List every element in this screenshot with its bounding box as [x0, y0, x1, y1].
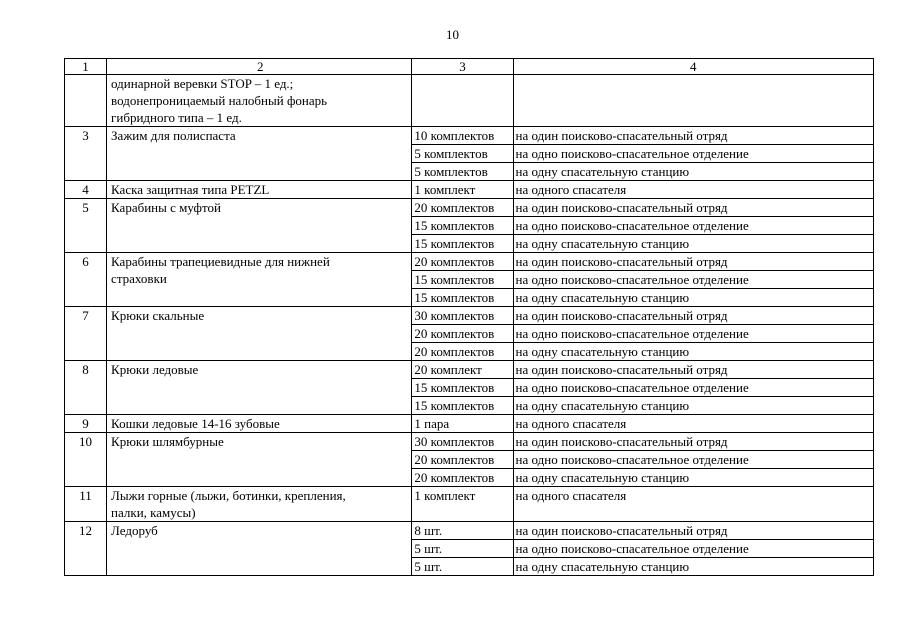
quantity-cell: 15 комплектов — [412, 217, 513, 235]
allocation-cell: на одного спасателя — [513, 181, 873, 199]
item-name-cell — [107, 522, 412, 576]
item-number-cell: 6 — [65, 253, 107, 307]
allocation-cell: на одно поисково-спасательное отделение — [513, 217, 873, 235]
column-header-row — [65, 59, 874, 75]
item-name-cell — [107, 415, 412, 433]
item-name-line: Карабины трапециевидные для нижней — [111, 254, 330, 269]
quantity-cell: 20 комплект — [412, 361, 513, 379]
item-name-line: Крюки скальные — [111, 308, 205, 323]
quantity-cell: 30 комплектов — [412, 433, 513, 451]
table-row — [65, 415, 874, 433]
item-number-cell: 5 — [65, 199, 107, 253]
quantity-cell: 5 комплектов — [412, 163, 513, 181]
quantity-cell: 20 комплектов — [412, 451, 513, 469]
equipment-table — [64, 58, 874, 576]
item-name-cell — [107, 307, 412, 361]
quantity-cell: 20 комплектов — [412, 469, 513, 487]
item-name-line: страховки — [111, 271, 167, 286]
allocation-cell: на одну спасательную станцию — [513, 469, 873, 487]
allocation-cell: на одного спасателя — [513, 415, 873, 433]
item-name-cell — [107, 253, 412, 307]
allocation-cell: на один поисково-спасательный отряд — [513, 522, 873, 540]
table-row — [65, 307, 874, 325]
allocation-cell: на одну спасательную станцию — [513, 289, 873, 307]
allocation-cell: на один поисково-спасательный отряд — [513, 199, 873, 217]
item-name-cell — [107, 487, 412, 522]
continuation-row — [65, 75, 874, 127]
item-number-cell: 12 — [65, 522, 107, 576]
quantity-cell: 1 пара — [412, 415, 513, 433]
item-name-line: палки, камусы) — [111, 505, 196, 520]
quantity-cell: 20 комплектов — [412, 199, 513, 217]
quantity-cell: 10 комплектов — [412, 127, 513, 145]
quantity-cell: 15 комплектов — [412, 271, 513, 289]
quantity-cell: 15 комплектов — [412, 289, 513, 307]
allocation-cell — [513, 75, 873, 127]
allocation-cell: на одно поисково-спасательное отделение — [513, 379, 873, 397]
quantity-cell: 1 комплект — [412, 181, 513, 199]
allocation-cell: на одну спасательную станцию — [513, 558, 873, 576]
item-number-cell: 3 — [65, 127, 107, 181]
quantity-cell — [412, 75, 513, 127]
item-name-line: Крюки ледовые — [111, 362, 199, 377]
quantity-cell: 20 комплектов — [412, 253, 513, 271]
item-number-cell: 8 — [65, 361, 107, 415]
item-number-cell: 10 — [65, 433, 107, 487]
allocation-cell: на одну спасательную станцию — [513, 235, 873, 253]
continuation-line: водонепроницаемый налобный фонарь — [111, 93, 328, 108]
allocation-cell: на один поисково-спасательный отряд — [513, 361, 873, 379]
table-row — [65, 127, 874, 145]
allocation-cell: на одно поисково-спасательное отделение — [513, 540, 873, 558]
item-name-cell — [107, 433, 412, 487]
quantity-cell: 15 комплектов — [412, 379, 513, 397]
quantity-cell: 15 комплектов — [412, 397, 513, 415]
quantity-cell: 5 шт. — [412, 540, 513, 558]
table-row — [65, 361, 874, 379]
item-name-line: Крюки шлямбурные — [111, 434, 224, 449]
column-header-allocation: 4 — [513, 59, 873, 75]
item-number-cell — [65, 75, 107, 127]
item-name-line: Лыжи горные (лыжи, ботинки, крепления, — [111, 488, 346, 503]
quantity-cell: 8 шт. — [412, 522, 513, 540]
table-row — [65, 487, 874, 522]
quantity-cell: 30 комплектов — [412, 307, 513, 325]
column-header-name: 2 — [107, 59, 412, 75]
table-row — [65, 181, 874, 199]
allocation-cell: на одно поисково-спасательное отделение — [513, 325, 873, 343]
allocation-cell: на один поисково-спасательный отряд — [513, 127, 873, 145]
item-name-line: Каска защитная типа PETZL — [111, 182, 270, 197]
table-row — [65, 199, 874, 217]
item-name-line: Кошки ледовые 14-16 зубовые — [111, 416, 280, 431]
item-name-cell — [107, 181, 412, 199]
allocation-cell: на один поисково-спасательный отряд — [513, 253, 873, 271]
allocation-cell: на одну спасательную станцию — [513, 397, 873, 415]
page-number: 10 — [446, 27, 459, 42]
allocation-cell: на одно поисково-спасательное отделение — [513, 451, 873, 469]
allocation-cell: на одно поисково-спасательное отделение — [513, 271, 873, 289]
allocation-cell: на один поисково-спасательный отряд — [513, 307, 873, 325]
allocation-cell: на одно поисково-спасательное отделение — [513, 145, 873, 163]
continuation-line: одинарной веревки STOP – 1 ед.; — [111, 76, 294, 91]
quantity-cell: 1 комплект — [412, 487, 513, 522]
quantity-cell: 5 шт. — [412, 558, 513, 576]
quantity-cell: 5 комплектов — [412, 145, 513, 163]
item-name-cell — [107, 127, 412, 181]
item-number-cell: 4 — [65, 181, 107, 199]
allocation-cell: на одну спасательную станцию — [513, 163, 873, 181]
quantity-cell: 20 комплектов — [412, 343, 513, 361]
item-number-cell: 11 — [65, 487, 107, 522]
item-name-cell — [107, 361, 412, 415]
quantity-cell: 20 комплектов — [412, 325, 513, 343]
table-row — [65, 253, 874, 271]
quantity-cell: 15 комплектов — [412, 235, 513, 253]
item-number-cell: 7 — [65, 307, 107, 361]
item-name-line: Карабины с муфтой — [111, 200, 221, 215]
allocation-cell: на одного спасателя — [513, 487, 873, 522]
table-row — [65, 433, 874, 451]
equipment-table-body — [65, 59, 874, 576]
allocation-cell: на одну спасательную станцию — [513, 343, 873, 361]
item-name-cell — [107, 199, 412, 253]
item-name-line: Ледоруб — [111, 523, 158, 538]
item-number-cell: 9 — [65, 415, 107, 433]
continuation-line: гибридного типа – 1 ед. — [111, 110, 242, 125]
column-header-quantity: 3 — [412, 59, 513, 75]
item-name-line: Зажим для полиспаста — [111, 128, 236, 143]
column-header-number: 1 — [65, 59, 107, 75]
continuation-text-cell — [107, 75, 412, 127]
allocation-cell: на один поисково-спасательный отряд — [513, 433, 873, 451]
table-row — [65, 522, 874, 540]
